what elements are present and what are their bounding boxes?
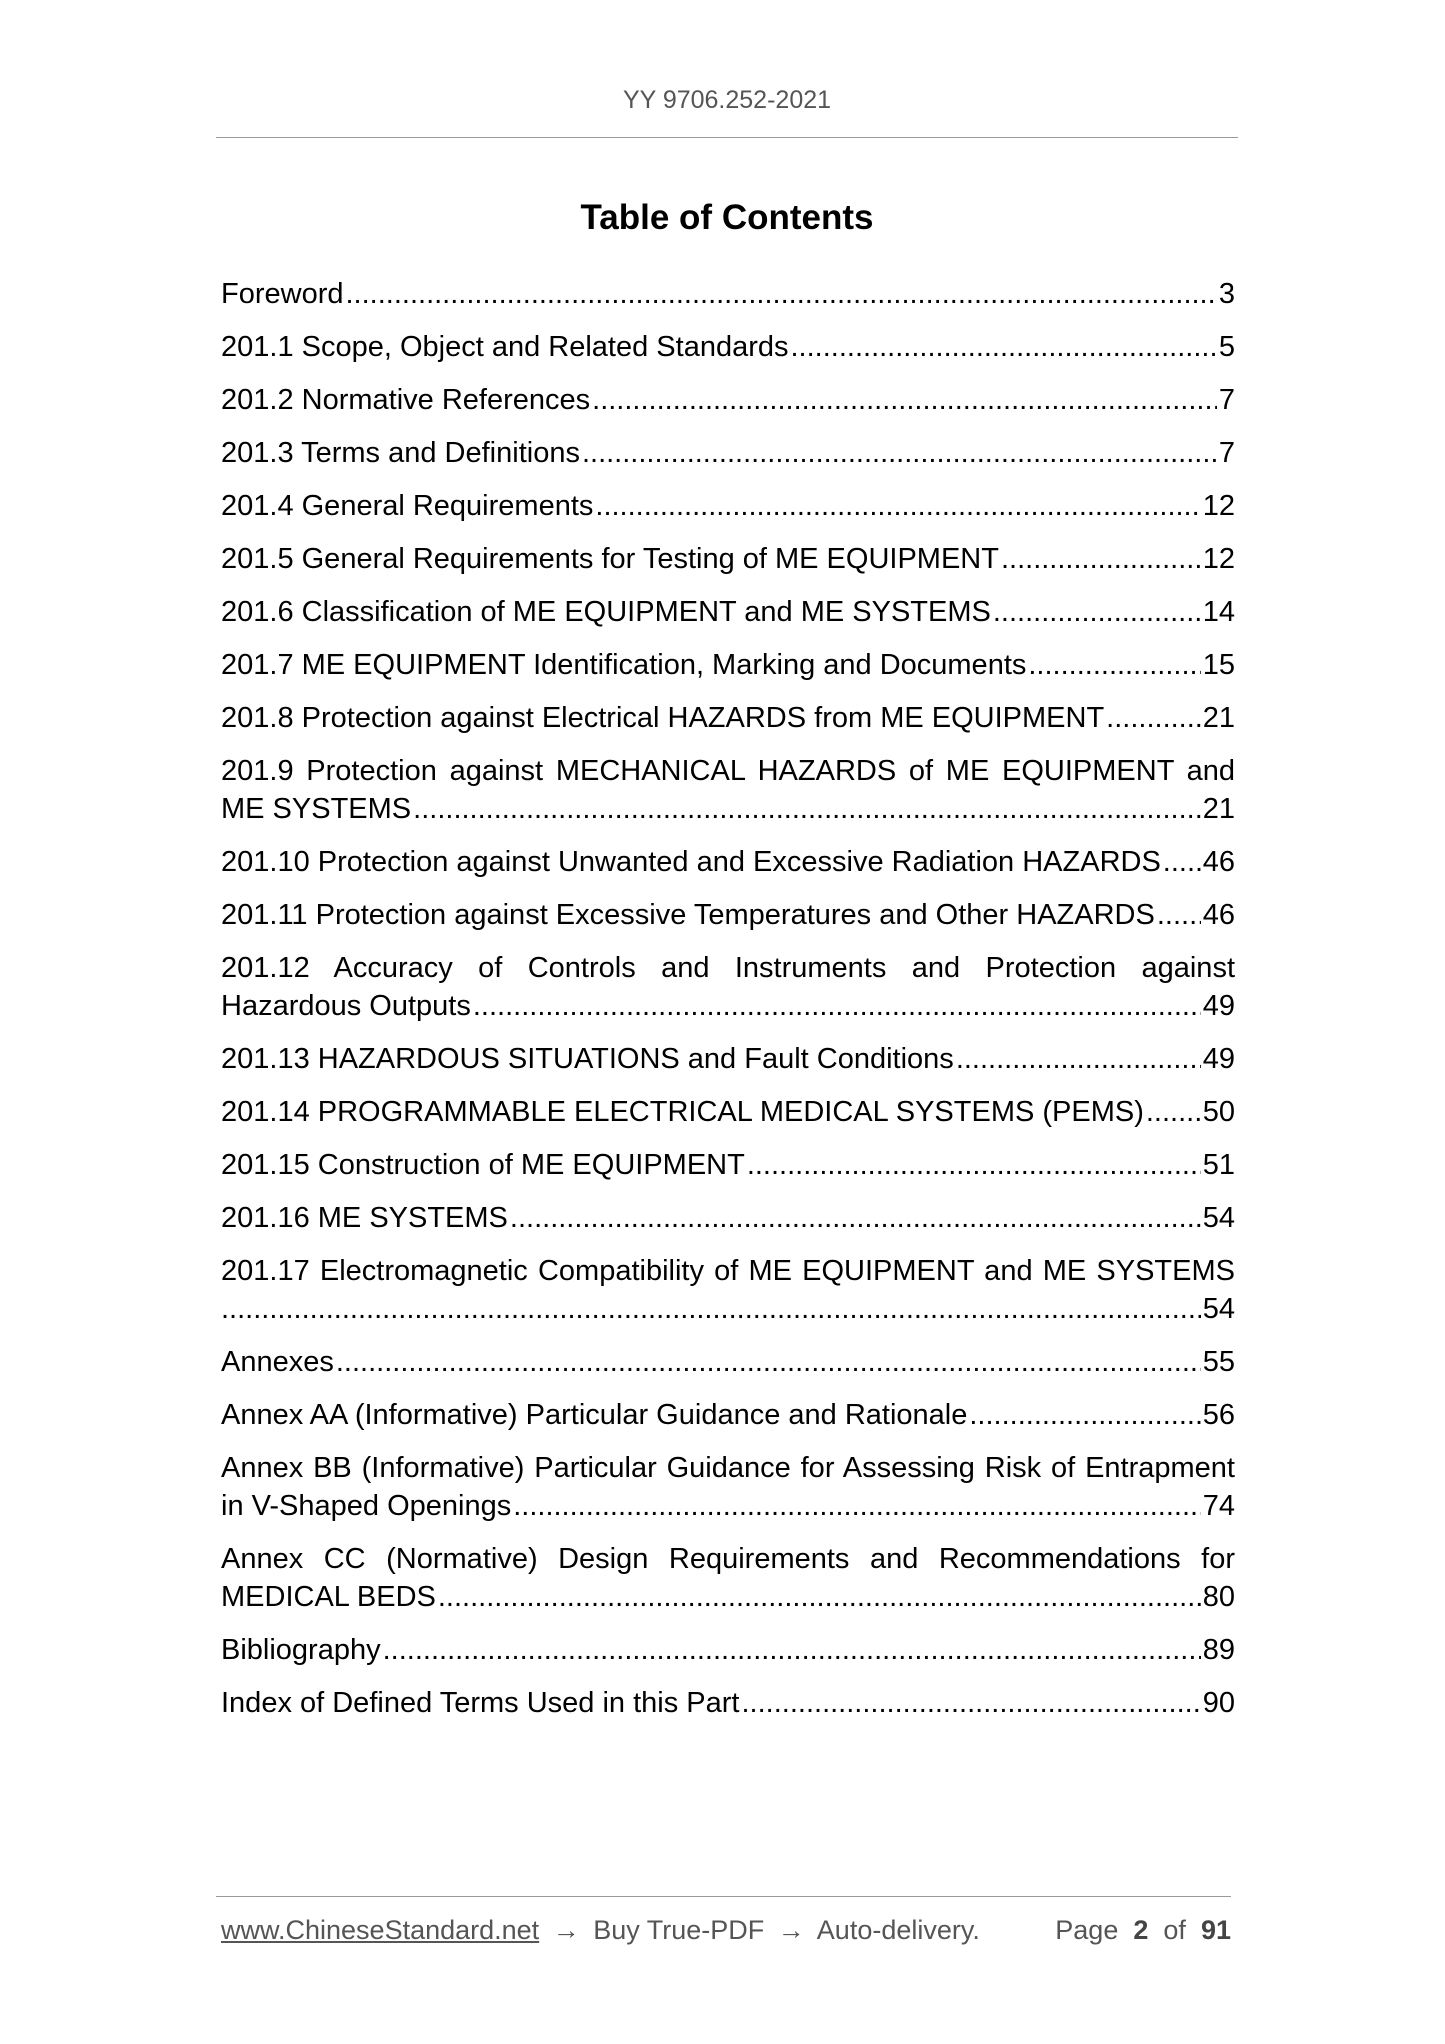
- toc-entry-row: [221, 1396, 1235, 1434]
- page-label: Page: [1055, 1915, 1119, 1945]
- toc-entry-row: [221, 1631, 1235, 1669]
- toc-entry-row: [221, 949, 1235, 1025]
- toc-entry-row: [221, 843, 1235, 881]
- toc-entry-title-line2: ME SYSTEMS: [221, 793, 412, 825]
- toc-dot-leader: [1001, 540, 1201, 578]
- toc-entry-page: 15: [1202, 649, 1235, 681]
- page-indicator: [1055, 1915, 1231, 1946]
- toc-dot-leader: [595, 487, 1200, 525]
- of-label: of: [1163, 1915, 1186, 1945]
- toc-entry-title: 201.8 Protection against Electrical HAZARDS from ME EQUIPMENT: [221, 702, 1105, 734]
- toc-entry-title: Index of Defined Terms Used in this Part: [221, 1687, 740, 1719]
- toc-entry-row: [221, 752, 1235, 828]
- toc-entry[interactable]: [221, 434, 1235, 472]
- toc-entry-row: [221, 1040, 1235, 1078]
- toc-dot-leader: [336, 1343, 1201, 1381]
- toc-entry-continuation: [221, 1290, 1235, 1328]
- toc-entry-continuation: [221, 1487, 1235, 1525]
- toc-entry-title: 201.4 General Requirements: [221, 490, 594, 522]
- toc-entry[interactable]: [221, 1449, 1235, 1525]
- right-arrow-icon: →: [777, 1915, 805, 1945]
- toc-dot-leader: [221, 1290, 1201, 1328]
- toc-entry-title: 201.13 HAZARDOUS SITUATIONS and Fault Conditions: [221, 1043, 954, 1075]
- toc-entry-row: [221, 275, 1235, 313]
- toc-entry-page: 80: [1202, 1581, 1235, 1613]
- toc-entry[interactable]: [221, 752, 1235, 828]
- toc-entry-row: [221, 434, 1235, 472]
- toc-entry-page: 21: [1202, 702, 1235, 734]
- toc-entry-title: 201.14 PROGRAMMABLE ELECTRICAL MEDICAL SYSTEMS (PEMS): [221, 1096, 1144, 1128]
- toc-entry[interactable]: [221, 1343, 1235, 1381]
- toc-dot-leader: [1028, 646, 1200, 684]
- document-id-header: YY 9706.252-2021: [622, 86, 832, 114]
- toc-dot-leader: [592, 381, 1217, 419]
- toc-entry-page: 12: [1202, 490, 1235, 522]
- total-page-count: 91: [1200, 1915, 1231, 1945]
- toc-entry-title: 201.3 Terms and Definitions: [221, 437, 580, 469]
- toc-entry-page: 56: [1202, 1399, 1235, 1431]
- toc-entry-page: 3: [1218, 278, 1235, 310]
- toc-dot-leader: [582, 434, 1217, 472]
- toc-entry-row: [221, 896, 1235, 934]
- toc-entry[interactable]: [221, 1396, 1235, 1434]
- toc-dot-leader: [742, 1684, 1201, 1722]
- toc-entry-row: [221, 1252, 1235, 1328]
- toc-entry-page: 55: [1202, 1346, 1235, 1378]
- toc-entry-row: [221, 1449, 1235, 1525]
- auto-delivery-text: Auto-delivery.: [816, 1915, 980, 1945]
- toc-entry[interactable]: [221, 1040, 1235, 1078]
- toc-entry-title: 201.12 Accuracy of Controls and Instruments and Protection against: [221, 952, 1235, 984]
- toc-entry-page: 49: [1202, 1043, 1235, 1075]
- toc-entry-title: 201.7 ME EQUIPMENT Identification, Marking and Documents: [221, 649, 1027, 681]
- toc-dot-leader: [1106, 699, 1201, 737]
- toc-entry-page: 89: [1202, 1634, 1235, 1666]
- toc-dot-leader: [1157, 896, 1201, 934]
- toc-entry-row: [221, 699, 1235, 737]
- toc-entry[interactable]: [221, 1631, 1235, 1669]
- toc-entry-title: 201.15 Construction of ME EQUIPMENT: [221, 1149, 745, 1181]
- toc-entry-continuation: [221, 790, 1235, 828]
- toc-entry-continuation: [221, 987, 1235, 1025]
- toc-entry-row: [221, 1540, 1235, 1616]
- toc-entry-row: [221, 487, 1235, 525]
- toc-entry-title: Bibliography: [221, 1634, 381, 1666]
- toc-entry-page: 90: [1202, 1687, 1235, 1719]
- toc-entry-title: Annexes: [221, 1346, 334, 1378]
- toc-dot-leader: [993, 593, 1201, 631]
- toc-entry-title: Annex CC (Normative) Design Requirements and Recommendations for: [221, 1543, 1235, 1575]
- table-of-contents: [221, 275, 1235, 1737]
- toc-entry-title: 201.6 Classification of ME EQUIPMENT and ME SYSTEMS: [221, 596, 991, 628]
- toc-entry-row: [221, 593, 1235, 631]
- toc-entry-page: 50: [1202, 1096, 1235, 1128]
- toc-entry[interactable]: [221, 1252, 1235, 1328]
- toc-entry-row: [221, 381, 1235, 419]
- toc-entry[interactable]: [221, 540, 1235, 578]
- header-divider: [216, 137, 1238, 138]
- toc-dot-leader: [1163, 843, 1201, 881]
- toc-dot-leader: [383, 1631, 1201, 1669]
- toc-entry-row: [221, 1343, 1235, 1381]
- toc-dot-leader: [969, 1396, 1200, 1434]
- toc-dot-leader: [413, 790, 1201, 828]
- toc-title: Table of Contents: [580, 198, 874, 237]
- toc-dot-leader: [747, 1146, 1201, 1184]
- toc-entry-title: Annex AA (Informative) Particular Guidance and Rationale: [221, 1399, 968, 1431]
- toc-entry-page: 54: [1202, 1293, 1235, 1325]
- toc-entry-title: 201.1 Scope, Object and Related Standards: [221, 331, 789, 363]
- toc-entry-title: 201.5 General Requirements for Testing of ME EQUIPMENT: [221, 543, 999, 575]
- toc-entry-title-line2: Hazardous Outputs: [221, 990, 471, 1022]
- toc-entry[interactable]: [221, 1684, 1235, 1722]
- toc-entry-page: 7: [1218, 384, 1235, 416]
- toc-entry-row: [221, 1093, 1235, 1131]
- footer-divider: [216, 1896, 1231, 1897]
- toc-dot-leader: [1146, 1093, 1201, 1131]
- toc-entry-continuation: [221, 1578, 1235, 1616]
- toc-entry[interactable]: [221, 843, 1235, 881]
- toc-entry[interactable]: [221, 275, 1235, 313]
- toc-entry-page: 51: [1202, 1149, 1235, 1181]
- current-page-number: 2: [1133, 1915, 1149, 1945]
- toc-entry-row: [221, 1199, 1235, 1237]
- toc-entry-title: 201.16 ME SYSTEMS: [221, 1202, 508, 1234]
- toc-entry-row: [221, 1146, 1235, 1184]
- toc-entry-page: 21: [1202, 793, 1235, 825]
- toc-entry-row: [221, 540, 1235, 578]
- toc-entry-title: 201.2 Normative References: [221, 384, 591, 416]
- toc-entry-title-line2: in V-Shaped Openings: [221, 1490, 512, 1522]
- toc-dot-leader: [956, 1040, 1201, 1078]
- toc-dot-leader: [438, 1578, 1201, 1616]
- toc-entry[interactable]: [221, 1146, 1235, 1184]
- toc-entry-page: 54: [1202, 1202, 1235, 1234]
- toc-entry[interactable]: [221, 949, 1235, 1025]
- toc-entry-page: 14: [1202, 596, 1235, 628]
- toc-entry[interactable]: [221, 699, 1235, 737]
- toc-entry-row: [221, 1684, 1235, 1722]
- buy-true-pdf-text: Buy True-PDF: [593, 1915, 765, 1945]
- toc-entry-page: 7: [1218, 437, 1235, 469]
- website-link[interactable]: www.ChineseStandard.net: [221, 1915, 540, 1945]
- right-arrow-icon: →: [552, 1915, 580, 1945]
- footer: [221, 1915, 1231, 1946]
- toc-entry-row: [221, 328, 1235, 366]
- toc-entry-title: Foreword: [221, 278, 344, 310]
- toc-entry-page: 46: [1202, 846, 1235, 878]
- toc-dot-leader: [473, 987, 1201, 1025]
- toc-entry-title: 201.9 Protection against MECHANICAL HAZARDS of ME EQUIPMENT and: [221, 755, 1235, 787]
- toc-entry-page: 12: [1202, 543, 1235, 575]
- toc-dot-leader: [510, 1199, 1201, 1237]
- toc-entry[interactable]: [221, 1199, 1235, 1237]
- toc-entry-title: 201.17 Electromagnetic Compatibility of ME EQUIPMENT and ME SYSTEMS: [221, 1255, 1235, 1287]
- toc-dot-leader: [513, 1487, 1201, 1525]
- toc-entry[interactable]: [221, 487, 1235, 525]
- toc-entry[interactable]: [221, 646, 1235, 684]
- toc-entry[interactable]: [221, 328, 1235, 366]
- toc-entry-title: 201.11 Protection against Excessive Temperatures and Other HAZARDS: [221, 899, 1155, 931]
- toc-entry-title: 201.10 Protection against Unwanted and Excessive Radiation HAZARDS: [221, 846, 1161, 878]
- toc-entry-page: 74: [1202, 1490, 1235, 1522]
- toc-entry-page: 46: [1202, 899, 1235, 931]
- toc-entry[interactable]: [221, 1093, 1235, 1131]
- toc-entry[interactable]: [221, 896, 1235, 934]
- toc-entry-page: 5: [1218, 331, 1235, 363]
- toc-entry[interactable]: [221, 381, 1235, 419]
- toc-dot-leader: [346, 275, 1217, 313]
- toc-entry-row: [221, 646, 1235, 684]
- toc-entry[interactable]: [221, 593, 1235, 631]
- footer-promo: [221, 1915, 980, 1946]
- toc-dot-leader: [791, 328, 1217, 366]
- toc-entry-page: 49: [1202, 990, 1235, 1022]
- toc-entry[interactable]: [221, 1540, 1235, 1616]
- toc-entry-title-line2: MEDICAL BEDS: [221, 1581, 436, 1613]
- toc-entry-title: Annex BB (Informative) Particular Guidance for Assessing Risk of Entrapment: [221, 1452, 1235, 1484]
